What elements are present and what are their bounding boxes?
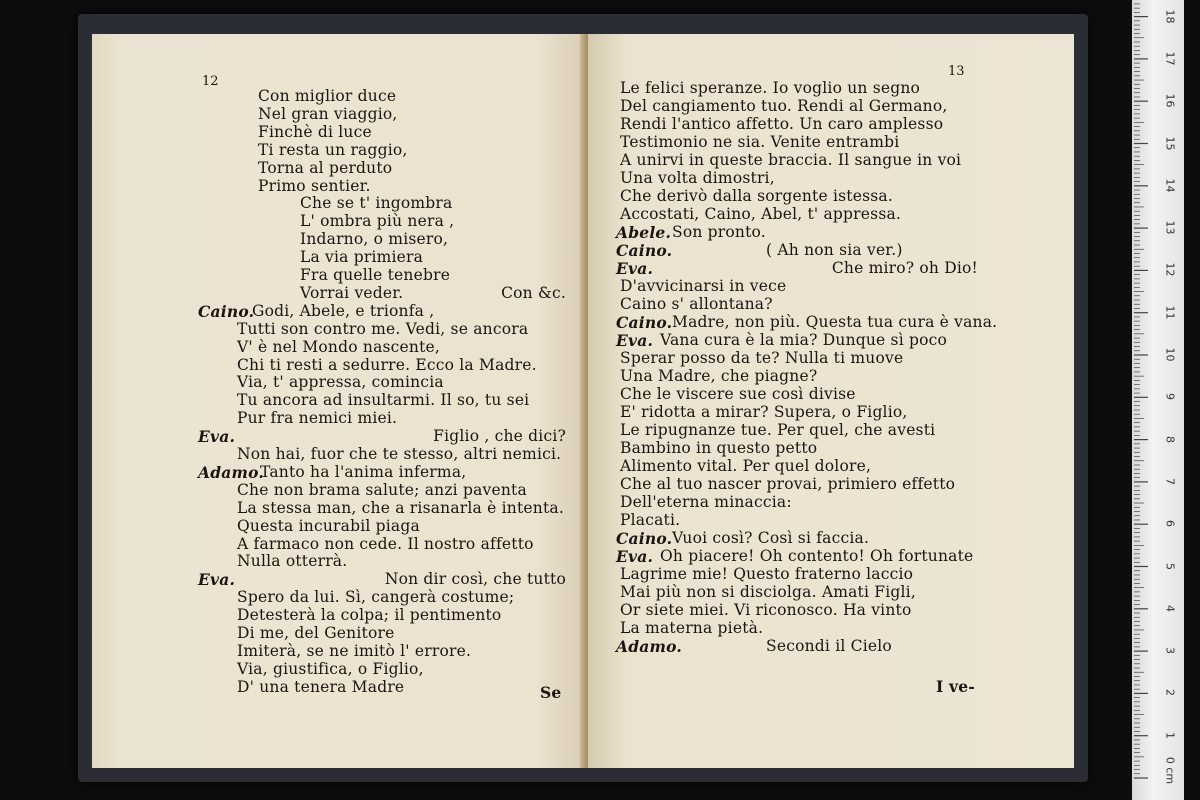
verse-line: D' una tenera Madre [237,677,405,696]
ruler-number: 11 [1163,305,1177,320]
verse-line: Una volta dimostri, [620,169,775,187]
speaker-label: Caino. [616,313,673,332]
verse-line: Con miglior duce [258,87,397,105]
ruler-number: 10 [1163,347,1177,362]
verse-line: Godi, Abele, e trionfa , [252,301,435,320]
ruler-number: 5 [1163,562,1177,570]
ruler-number: 14 [1163,178,1177,193]
verse-line: Che non brama salute; anzi paventa [237,480,527,499]
verse-line: Or siete miei. Vi riconosco. Ha vinto [620,601,912,619]
ruler-number: 8 [1163,435,1177,443]
verse-line: Una Madre, che piagne? [620,367,818,385]
verse-line-right: Non dir così, che tutto [384,570,566,589]
verse-line: L' ombra più nera , [300,212,455,231]
verse-line: V' è nel Mondo nascente, [237,337,441,356]
speaker-label: Eva. [616,547,654,566]
ruler-number: 1 [1163,731,1177,739]
verse-line: D'avvicinarsi in vece [620,277,787,295]
verse-line: Lagrime mie! Questo fraterno laccio [620,565,914,583]
verse-line: Che le viscere sue così divise [620,385,856,403]
verse-line: Del cangiamento tuo. Rendi al Germano, [620,97,948,115]
verse-line: Dell'eterna minaccia: [620,493,792,511]
ruler-number: 7 [1163,477,1177,485]
verse-line: Tutti son contro me. Vedi, se ancora [237,319,529,338]
verse-line: La materna pietà. [620,619,764,637]
verse-line: Vuoi così? Così si faccia. [672,529,870,547]
verse-line: Ti resta un raggio, [258,140,408,159]
verse-line: Vana cura è la mia? Dunque sì poco [660,331,948,349]
ruler-number: 13 [1163,220,1177,235]
speaker-label: Eva. [198,427,236,447]
left-page [92,34,586,768]
verse-line: A farmaco non cede. Il nostro affetto [237,534,534,553]
ruler-number: 17 [1163,51,1177,66]
verse-line-continued: Secondi il Cielo [766,637,892,655]
speaker-label: Eva. [198,570,236,590]
verse-line: Chi ti resti a sedurre. Ecco la Madre. [237,355,537,374]
verse-line: E' ridotta a mirar? Supera, o Figlio, [620,403,908,421]
verse-line: La stessa man, che a risanarla è intenta. [237,498,564,517]
verse-line: Detesterà la colpa; il pentimento [237,606,502,625]
verse-line: Le felici speranze. Io voglio un segno [620,79,921,97]
verse-line: Che al tuo nascer provai, primiero effetto [620,475,956,493]
verse-line: Oh piacere! Oh contento! Oh fortunate [660,547,974,565]
ruler-number: 12 [1163,262,1177,277]
right-page-number: 13 [948,64,965,79]
verse-line: Sperar posso da te? Nulla ti muove [620,349,904,367]
ruler-number: 2 [1163,689,1177,697]
verse-line-right: Che miro? oh Dio! [831,259,978,277]
verse-line: Questa incurabil piaga [237,516,420,535]
speaker-label: Eva. [616,331,654,350]
verse-line: Fra quelle tenebre [300,266,451,284]
verse-line: Nulla otterrà. [237,552,348,571]
right-catchword: I ve- [936,677,975,696]
verse-line: Indarno, o misero, [300,230,449,249]
speaker-label: Caino. [198,301,255,321]
verse-line: Rendi l'antico affetto. Un caro amplesso [620,115,944,133]
verse-line: Placati. [620,511,681,529]
ruler-number: 15 [1163,136,1177,150]
verse-line: Nel gran viaggio, [258,104,398,123]
ruler-number: 18 [1163,9,1177,24]
verse-line: Tu ancora ad insultarmi. Il so, tu sei [237,391,530,410]
ruler-number: 3 [1163,647,1177,655]
verse-line: Pur fra nemici miei. [237,409,398,428]
verse-line: Finchè di luce [258,122,372,141]
ruler-number: 4 [1163,604,1177,612]
verse-line: Caino s' allontana? [620,295,773,313]
ruler-number: 9 [1163,393,1177,401]
verse-line-continued: ( Ah non sia ver.) [766,241,903,259]
ruler-number: 6 [1163,520,1177,528]
right-page [588,34,1074,768]
verse-line: Alimento vital. Per quel dolore, [620,457,872,475]
speaker-label: Caino. [616,241,673,260]
speaker-label: Adamo. [616,637,682,656]
verse-line: Che derivò dalla sorgente istessa. [620,187,893,205]
verse-line: Le ripugnanze tue. Per quel, che avesti [620,421,936,439]
verse-line: Che se t' ingombra [300,194,453,213]
verse-line: Via, giustifica, o Figlio, [237,659,424,678]
verse-line: Spero da lui. Sì, cangerà costume; [237,588,515,607]
speaker-label: Adamo. [198,462,264,482]
verse-line: Mai più non si disciolga. Amati Figli, [620,583,916,601]
verse-line: Testimonio ne sia. Venite entrambi [620,133,900,151]
verse-line-right: Con &c. [501,283,566,302]
verse-line: Torna al perduto [258,158,393,177]
verse-line: Tanto ha l'anima inferma, [260,462,467,481]
verse-line: Bambino in questo petto [620,439,818,457]
verse-line: Di me, del Genitore [237,624,395,642]
verse-line: Vorrai veder. [300,283,404,302]
verse-line: Madre, non più. Questa tua cura è vana. [672,313,998,331]
verse-line: Non hai, fuor che te stesso, altri nemici. [237,445,562,463]
ruler-unit-label: 0 cm [1163,756,1177,785]
speaker-label: Caino. [616,529,673,548]
verse-line: La via primiera [300,248,424,267]
verse-line: A unirvi in queste braccia. Il sangue in voi [620,151,962,169]
verse-line: Via, t' appressa, comincia [237,373,444,392]
ruler-number: 16 [1163,93,1177,108]
left-page-number: 12 [202,74,219,89]
left-catchword: Se [540,683,562,702]
verse-line: Accostati, Caino, Abel, t' appressa. [620,205,902,223]
verse-line-right: Figlio , che dici? [433,427,566,446]
speaker-label: Abele. [616,223,672,242]
verse-line: Imiterà, se ne imitò l' errore. [237,641,472,660]
verse-line: Primo sentier. [258,176,371,195]
verse-line: Son pronto. [672,223,766,241]
speaker-label: Eva. [616,259,654,278]
